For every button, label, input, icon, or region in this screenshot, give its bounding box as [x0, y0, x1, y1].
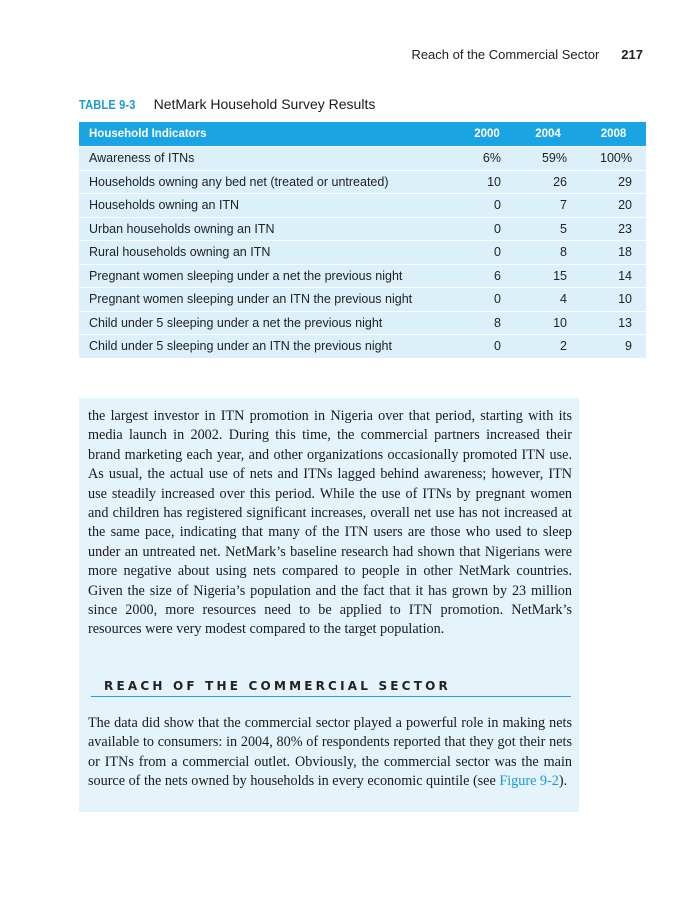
table-caption [79, 96, 375, 112]
paragraph-text-end: ). [558, 773, 568, 790]
value-cell: 8 [459, 311, 515, 335]
value-cell: 0 [459, 288, 515, 312]
indicator-cell: Pregnant women sleeping under an ITN the previous night [79, 288, 459, 312]
value-cell: 13 [581, 311, 646, 335]
value-cell: 9 [581, 335, 646, 358]
body-paragraph-2 [88, 714, 572, 792]
value-cell: 2 [515, 335, 581, 358]
header-2000: 2000 [459, 122, 515, 147]
value-cell: 5 [515, 217, 581, 241]
indicator-cell: Child under 5 sleeping under a net the previous night [79, 311, 459, 335]
table-row [79, 264, 646, 288]
value-cell: 10 [581, 288, 646, 312]
indicator-cell: Awareness of ITNs [79, 147, 459, 171]
paragraph-text: The data did show that the commercial sector played a powerful role in making nets available to consumers: in 2004, 80% of respondents reported that they got their nets or ITNs from a commercial outlet. Obviously, the commercial sector was the main source of the nets owned by households in every economic quintile (see [88, 715, 572, 790]
value-cell: 0 [459, 194, 515, 218]
section-heading [91, 680, 571, 697]
value-cell: 10 [515, 311, 581, 335]
value-cell: 6 [459, 264, 515, 288]
value-cell: 10 [459, 170, 515, 194]
running-head [411, 47, 643, 62]
value-cell: 59% [515, 147, 581, 171]
table-row [79, 241, 646, 265]
figure-link[interactable]: Figure 9-2 [499, 773, 559, 790]
value-cell: 26 [515, 170, 581, 194]
value-cell: 20 [581, 194, 646, 218]
header-2008: 2008 [581, 122, 646, 147]
indicator-cell: Households owning an ITN [79, 194, 459, 218]
value-cell: 6% [459, 147, 515, 171]
indicator-cell: Households owning any bed net (treated or untreated) [79, 170, 459, 194]
table-label: TABLE 9-3 [79, 97, 136, 112]
value-cell: 7 [515, 194, 581, 218]
table-row [79, 217, 646, 241]
value-cell: 8 [515, 241, 581, 265]
value-cell: 0 [459, 241, 515, 265]
section-heading-text: REACH OF THE COMMERCIAL SECTOR [104, 679, 451, 693]
table-row [79, 288, 646, 312]
table-row [79, 147, 646, 171]
value-cell: 0 [459, 335, 515, 358]
page-number: 217 [621, 47, 643, 62]
value-cell: 18 [581, 241, 646, 265]
value-cell: 0 [459, 217, 515, 241]
value-cell: 100% [581, 147, 646, 171]
indicator-cell: Urban households owning an ITN [79, 217, 459, 241]
value-cell: 14 [581, 264, 646, 288]
value-cell: 23 [581, 217, 646, 241]
header-indicators: Household Indicators [79, 122, 459, 147]
text-panel [79, 398, 579, 812]
running-head-title: Reach of the Commercial Sector [411, 47, 600, 62]
table-row [79, 194, 646, 218]
value-cell: 4 [515, 288, 581, 312]
table-title: NetMark Household Survey Results [153, 96, 376, 112]
table-row [79, 311, 646, 335]
value-cell: 15 [515, 264, 581, 288]
header-2004: 2004 [515, 122, 581, 147]
body-paragraph: the largest investor in ITN promotion in Nigeria over that period, starting with its media launch in 2002. During this time, the commercial partners increased their brand marketing each year, and other organizations occasionally promoted ITN use. As usual, the actual use of nets and ITNs lagged behind awareness; however, ITN use steadily increased over this period. While the use of ITNs by pregnant women and children has registered significant increases, overall net use has not increased at the same pace, indicating that many of the ITN users are those who used to sleep under an untreated net. NetMark’s baseline research had shown that Nigerians were more negative about using nets compared to people in other NetMark countries. Given the size of Nigeria’s population and the fact that it has grown by 23 million since 2000, more resources need to be applied to ITN promotion. NetMark’s resources were very modest compared to the target population. [88, 408, 572, 638]
table-header-row [79, 122, 646, 147]
survey-table [79, 122, 646, 358]
table-row [79, 335, 646, 358]
indicator-cell: Child under 5 sleeping under an ITN the previous night [79, 335, 459, 358]
table-row [79, 170, 646, 194]
indicator-cell: Rural households owning an ITN [79, 241, 459, 265]
value-cell: 29 [581, 170, 646, 194]
indicator-cell: Pregnant women sleeping under a net the previous night [79, 264, 459, 288]
